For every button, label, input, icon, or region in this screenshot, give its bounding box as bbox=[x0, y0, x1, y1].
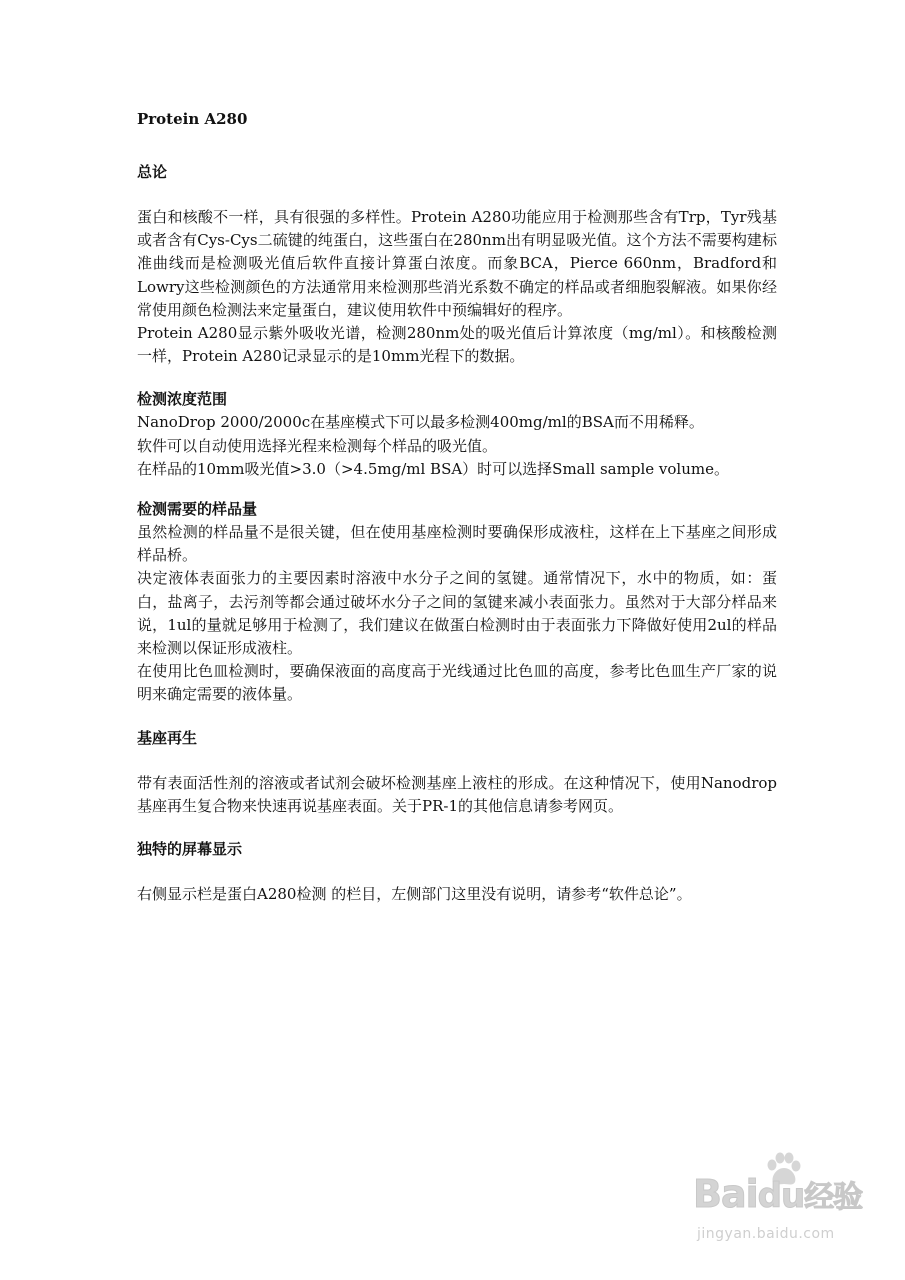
baidu-logo-text: Baidu经验 bbox=[693, 1172, 863, 1216]
pedestal-paragraph-1: 带有表面活性剂的溶液或者试剂会破坏检测基座上液柱的形成。在这种情况下，使用Nanodrop基座再生复合物来快速再说基座表面。关于PR-1的其他信息请参考网页。 bbox=[137, 773, 777, 815]
range-paragraph-1: NanoDrop 2000/2000c在基座模式下可以最多检测400mg/ml的BSA而不用稀释。 bbox=[137, 413, 704, 432]
overview-paragraph-1: 蛋白和核酸不一样，具有很强的多样性。Protein A280功能应用于检测那些含有Trp，Tyr残基或者含有Cys-Cys二硫键的纯蛋白，这些蛋白在280nm出有明显吸光值。这个方法不需要构建标准曲线而是检测吸光值后软件直接计算蛋白浓度。而象BCA，Pierce 660nm，Bradford和Lowry这些检测颜色的方法通常用来检测那些消光系数不确定的样品或者细胞裂解液。如果你经常使用颜色检测法来定量蛋白，建议使用软件中预编辑好的程序。 bbox=[137, 208, 777, 319]
section-heading-range: 检测浓度范围 bbox=[137, 390, 228, 409]
section-heading-sample-volume: 检测需要的样品量 bbox=[137, 500, 258, 519]
range-paragraph-3: 在样品的10mm吸光值>3.0（>4.5mg/ml BSA）时可以选择Small sample volume。 bbox=[137, 459, 729, 478]
overview-paragraph-2: Protein A280显示紫外吸收光谱，检测280nm处的吸光值后计算浓度（mg/ml）。和核酸检测一样，Protein A280记录显示的是10mm光程下的数据。 bbox=[137, 324, 777, 366]
document-title: Protein A280 bbox=[137, 110, 248, 128]
document-page bbox=[137, 108, 777, 906]
sample-volume-paragraph-3: 在使用比色皿检测时，要确保液面的高度高于光线通过比色皿的高度，参考比色皿生产厂家的说明来确定需要的液体量。 bbox=[137, 662, 777, 704]
watermark-url: jingyan.baidu.com bbox=[697, 1226, 835, 1242]
section-heading-overview: 总论 bbox=[137, 163, 168, 181]
section-heading-pedestal-reconditioning: 基座再生 bbox=[137, 728, 198, 747]
sample-volume-paragraph-1: 虽然检测的样品量不是很关键，但在使用基座检测时要确保形成液柱，这样在上下基座之间形成样品桥。 bbox=[137, 523, 777, 565]
section-heading-screen-display: 独特的屏幕显示 bbox=[137, 840, 243, 859]
sample-volume-paragraph-2: 决定液体表面张力的主要因素时溶液中水分子之间的氢键。通常情况下，水中的物质，如：蛋白，盐离子，去污剂等都会通过破坏水分子之间的氢键来减小表面张力。虽然对于大部分样品来说，1ul的量就足够用于检测了，我们建议在做蛋白检测时由于表面张力下降做好使用2ul的样品来检测以保证形成液柱。 bbox=[137, 569, 777, 658]
range-paragraph-2: 软件可以自动使用选择光程来检测每个样品的吸光值。 bbox=[137, 436, 498, 455]
screen-display-paragraph-1: 右侧显示栏是蛋白A280检测 的栏目，左侧部门这里没有说明，请参考“软件总论”。 bbox=[137, 885, 692, 904]
baidu-watermark bbox=[693, 1150, 863, 1250]
